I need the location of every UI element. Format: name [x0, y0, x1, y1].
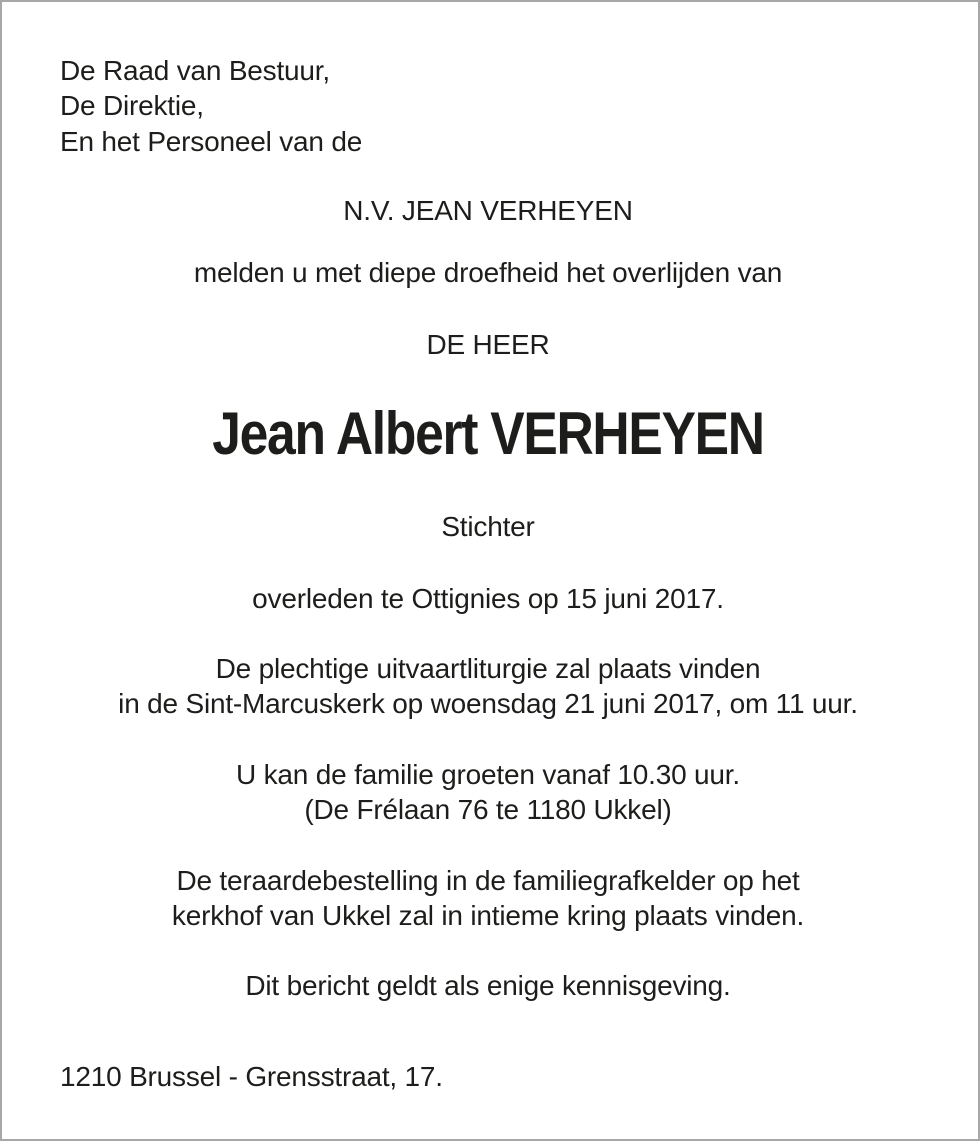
sender-direction: De Direktie, [60, 90, 204, 121]
condolence-address: (De Frélaan 76 te 1180 Ukkel) [304, 794, 672, 825]
honorific: DE HEER [426, 329, 550, 360]
death-notice: overleden te Ottignies op 15 juni 2017. [252, 583, 724, 614]
burial-line-2: kerkhof van Ukkel zal in intieme kring plaats vinden. [171, 900, 805, 931]
family-address: 1210 Brussel - Grensstraat, 17. [60, 1061, 443, 1092]
funeral-line-1: De plechtige uitvaartliturgie zal plaats vinden [215, 653, 761, 684]
deceased-name: Jean Albert VERHEYEN [212, 400, 764, 467]
sender-staff: En het Personeel van de [60, 126, 363, 157]
condolence-line-1: U kan de familie groeten vanaf 10.30 uur. [236, 759, 740, 790]
role-title: Stichter [441, 511, 535, 542]
sender-board: De Raad van Bestuur, [60, 55, 330, 86]
announcement-text: melden u met diepe droefheid het overlijden van [193, 257, 783, 288]
funeral-line-2: in de Sint-Marcuskerk op woensdag 21 juni 2017, om 11 uur. [118, 688, 858, 719]
burial-line-1: De teraardebestelling in de familiegrafkelder op het [176, 865, 800, 896]
sole-notice: Dit bericht geldt als enige kennisgeving. [245, 970, 731, 1001]
company-name: N.V. JEAN VERHEYEN [343, 195, 633, 226]
